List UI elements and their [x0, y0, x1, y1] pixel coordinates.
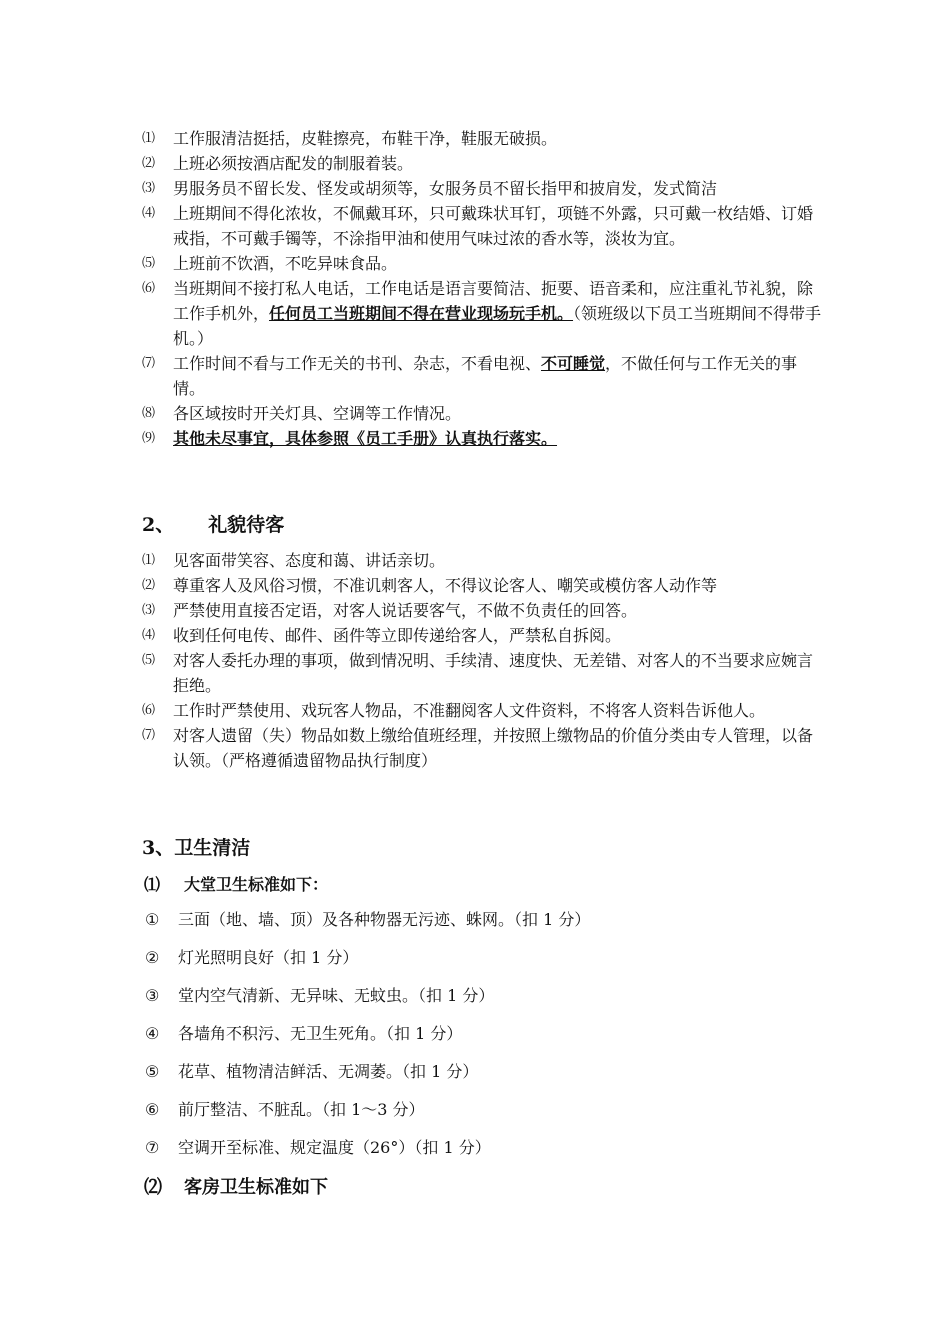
- text-run: 见客面带笑容、态度和蔼、讲话亲切。: [173, 551, 446, 570]
- item-text: [173, 176, 822, 201]
- list-item: [142, 573, 822, 598]
- list-item: [142, 351, 822, 401]
- checklist-text: 灯光照明良好（扣 1 分）: [178, 948, 359, 967]
- circled-number: ①: [145, 910, 160, 929]
- item-text: [173, 648, 822, 698]
- text-run: 对客人委托办理的事项，做到情况明、手续清、速度快、无差错、对客人的不当要求应婉言拒绝。: [173, 651, 814, 695]
- item-text: [173, 723, 822, 773]
- item-text: [173, 351, 822, 401]
- checklist-item: [145, 908, 590, 932]
- text-run: 各区域按时开关灯具、空调等工作情况。: [173, 404, 462, 423]
- item-text: [173, 201, 822, 251]
- text-run: 上班期间不得化浓妆，不佩戴耳环，只可戴珠状耳钉，项链不外露，只可戴一枚结婚、订婚戒指，不可戴手镯等，不涂指甲油和使用气味过浓的香水等，淡妆为宜。: [173, 204, 814, 248]
- text-run: 尊重客人及风俗习惯，不准讥刺客人，不得议论客人、嘲笑或模仿客人动作等: [173, 576, 718, 595]
- list-item: [142, 401, 822, 426]
- checklist-text: 前厅整洁、不脏乱。（扣 1～3 分）: [178, 1100, 425, 1119]
- subheading-title: 大堂卫生标准如下：: [184, 875, 329, 894]
- circled-number: ⑦: [145, 1138, 160, 1157]
- text-run: 对客人遗留（失）物品如数上缴给值班经理，并按照上缴物品的价值分类由专人管理，以备认领。（严格遵循遗留物品执行制度）: [173, 726, 814, 770]
- item-number: ⑶: [142, 603, 156, 618]
- list-item: [142, 276, 822, 351]
- checklist-item: [145, 1136, 491, 1160]
- item-number: ⑷: [142, 628, 156, 643]
- list-item: [142, 126, 822, 151]
- list-item: [142, 151, 822, 176]
- emphasized-text: 其他未尽事宜，具体参照《员工手册》认真执行落实。: [173, 429, 558, 448]
- subheading-title: 客房卫生标准如下: [184, 1177, 328, 1198]
- subheading-lobby-standards: [144, 873, 328, 897]
- item-text: [173, 623, 822, 648]
- list-item: [142, 623, 822, 648]
- text-run: 工作服清洁挺括，皮鞋擦亮，布鞋干净，鞋服无破损。: [173, 129, 558, 148]
- item-text: [173, 276, 822, 351]
- item-text: [173, 251, 822, 276]
- text-run: 工作时间不看与工作无关的书刊、杂志，不看电视、: [173, 354, 542, 373]
- text-run: 男服务员不留长发、怪发或胡须等，女服务员不留长指甲和披肩发，发式简洁: [173, 179, 718, 198]
- item-text: [173, 598, 822, 623]
- item-text: [173, 126, 822, 151]
- item-number: ⑵: [142, 156, 156, 171]
- item-number: ⑻: [142, 406, 156, 421]
- checklist-text: 空调开至标准、规定温度（26°）（扣 1 分）: [178, 1138, 491, 1157]
- list-item: [142, 698, 822, 723]
- checklist-item: [145, 984, 494, 1008]
- checklist-text: 各墙角不积污、无卫生死角。（扣 1 分）: [178, 1024, 463, 1043]
- item-number: ⑺: [142, 728, 156, 743]
- courtesy-rules-list: [142, 548, 822, 773]
- item-text: [173, 401, 822, 426]
- item-text: [173, 426, 822, 451]
- checklist-text: 堂内空气清新、无异味、无蚊虫。（扣 1 分）: [178, 986, 495, 1005]
- list-item: [142, 176, 822, 201]
- section-title: 礼貌待客: [208, 514, 285, 536]
- list-item: [142, 598, 822, 623]
- item-number: ⑸: [142, 653, 156, 668]
- checklist-text: 三面（地、墙、顶）及各种物器无污迹、蛛网。（扣 1 分）: [178, 910, 591, 929]
- text-run: ，不做任何与工作无关的事情。: [173, 354, 798, 398]
- circled-number: ⑤: [145, 1062, 160, 1081]
- item-number: ⑷: [142, 206, 156, 221]
- item-number: ⑺: [142, 356, 156, 371]
- item-number: ⑵: [142, 578, 156, 593]
- text-run: 当班期间不接打私人电话，工作电话是语言要简洁、扼要、语音柔和，应注重礼节礼貌，除工作手机外，: [173, 279, 814, 323]
- item-text: [173, 151, 822, 176]
- item-number: ⑹: [142, 703, 156, 718]
- item-number: ⑼: [142, 431, 156, 446]
- grooming-rules-list: [142, 126, 822, 451]
- text-run: 工作时严禁使用、戏玩客人物品，不准翻阅客人文件资料，不将客人资料告诉他人。: [173, 701, 766, 720]
- checklist-text: 花草、植物清洁鲜活、无凋萎。（扣 1 分）: [178, 1062, 479, 1081]
- subheading-room-standards: [144, 1176, 328, 1200]
- text-run: 收到任何电传、邮件、函件等立即传递给客人，严禁私自拆阅。: [173, 626, 622, 645]
- text-run: 上班必须按酒店配发的制服着装。: [173, 154, 414, 173]
- circled-number: ③: [145, 986, 160, 1005]
- section-heading-courtesy: [142, 511, 284, 539]
- item-number: ⑸: [142, 256, 156, 271]
- circled-number: ④: [145, 1024, 160, 1043]
- text-run: 严禁使用直接否定语，对客人说话要客气，不做不负责任的回答。: [173, 601, 638, 620]
- emphasized-text: 任何员工当班期间不得在营业现场玩手机。: [269, 304, 574, 323]
- item-text: [173, 548, 822, 573]
- list-item: [142, 251, 822, 276]
- circled-number: ②: [145, 948, 160, 967]
- subheading-number: ⑵: [144, 1177, 162, 1198]
- list-item: [142, 426, 822, 451]
- item-text: [173, 573, 822, 598]
- list-item: [142, 723, 822, 773]
- list-item: [142, 201, 822, 251]
- section-number: 2、: [142, 514, 175, 536]
- section-heading-cleaning: 3、卫生清洁: [142, 837, 251, 859]
- item-number: ⑹: [142, 281, 156, 296]
- checklist-item: [145, 1060, 478, 1084]
- checklist-item: [145, 946, 358, 970]
- checklist-item: [145, 1022, 462, 1046]
- list-item: [142, 548, 822, 573]
- emphasized-text: 不可睡觉: [541, 354, 606, 373]
- list-item: [142, 648, 822, 698]
- item-text: [173, 698, 822, 723]
- item-number: ⑴: [142, 553, 156, 568]
- item-number: ⑴: [142, 131, 156, 146]
- text-run: （领班级以下员工当班期间不得带手机。）: [173, 304, 822, 348]
- text-run: 上班前不饮酒，不吃异味食品。: [173, 254, 398, 273]
- item-number: ⑶: [142, 181, 156, 196]
- checklist-item: [145, 1098, 425, 1122]
- circled-number: ⑥: [145, 1100, 160, 1119]
- subheading-number: ⑴: [144, 875, 161, 894]
